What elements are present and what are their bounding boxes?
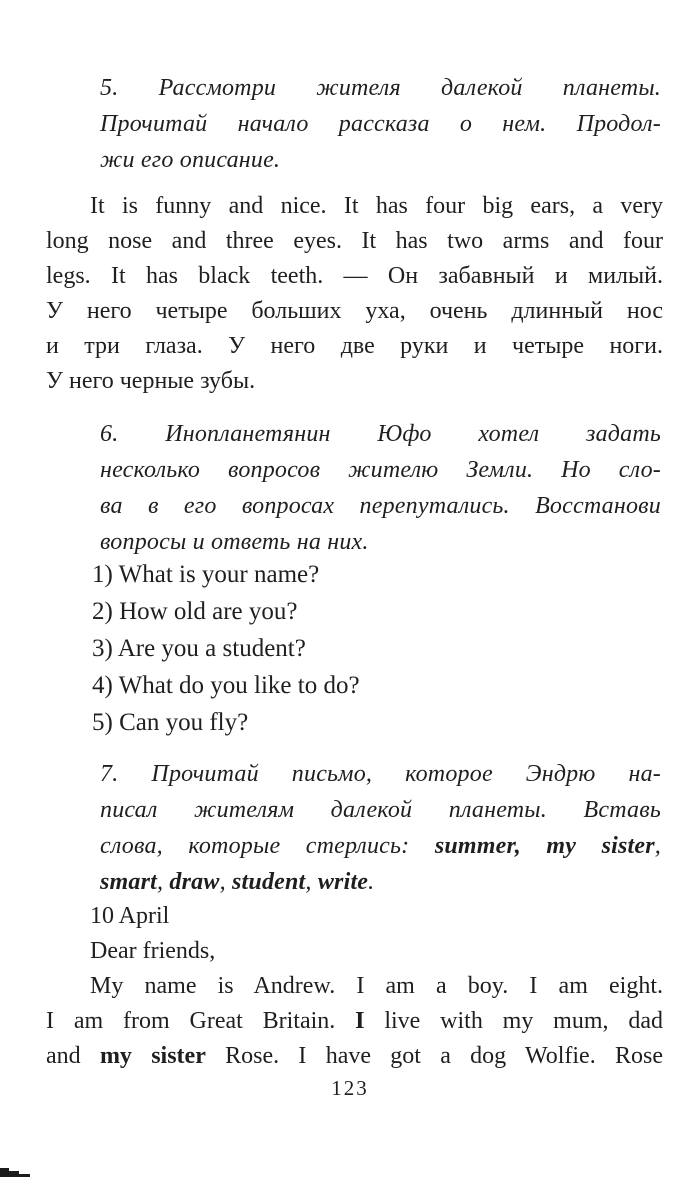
bold-word: I [355, 1008, 365, 1034]
text-segment: . [368, 869, 375, 895]
paragraph-line: У него четыре больших уха, очень длинный нос [46, 298, 663, 324]
text-segment: and [46, 1043, 100, 1069]
exercise-7-heading-line: 7. Прочитай письмо, которое Эндрю на- [100, 761, 661, 787]
bold-word: draw [169, 869, 220, 895]
paragraph-line: It is funny and nice. It has four big ears, a very [90, 193, 663, 219]
paragraph-line: У него черные зубы. [46, 368, 256, 394]
exercise-7-heading-line [100, 864, 661, 900]
page-number: 123 [331, 1076, 369, 1100]
text-segment: I am from Great Britain. [46, 1008, 356, 1034]
bold-word: summer, my sister [434, 833, 655, 859]
paragraph-line: long nose and three eyes. It has two arms and four [46, 228, 663, 254]
exercise-7-heading [100, 756, 661, 900]
question-item: 4) What do you like to do? [92, 672, 360, 699]
letter-salutation: Dear friends, [90, 938, 216, 964]
letter-line [46, 1039, 663, 1074]
exercise-6-heading-line: несколько вопросов жителю Земли. Но сло- [100, 457, 661, 483]
bold-word: student [231, 869, 306, 895]
letter-text [46, 899, 663, 1074]
bold-word: smart [100, 869, 158, 895]
questions-list [92, 556, 652, 741]
description-paragraph [46, 189, 663, 399]
exercise-6-heading-line: вопросы и ответь на них. [100, 529, 369, 555]
question-item: 1) What is your name? [92, 561, 320, 588]
question-item: 2) How old are you? [92, 598, 298, 625]
text-segment: , [305, 869, 318, 895]
exercise-5-heading-line: Прочитай начало рассказа о нем. Продол- [100, 111, 661, 137]
question-item: 5) Can you fly? [92, 709, 249, 736]
text-segment: , [219, 869, 232, 895]
text-segment: live with my mum, dad [364, 1008, 664, 1034]
exercise-5-heading-line: жи его описание. [100, 147, 281, 173]
exercise-6-heading [100, 416, 661, 560]
exercise-7-heading-line: писал жителям далекой планеты. Вставь [100, 797, 661, 823]
scan-artifact [0, 1168, 30, 1177]
paragraph-line: legs. It has black teeth. — Он забавный и милый. [46, 263, 663, 289]
exercise-7-heading-line [100, 828, 661, 864]
bold-word: write [317, 869, 369, 895]
text-segment: , [654, 833, 661, 859]
paragraph-line: и три глаза. У него две руки и четыре ноги. [46, 333, 663, 359]
exercise-6-heading-line: ва в его вопросах перепутались. Восстанови [100, 493, 661, 519]
exercise-5-heading [100, 70, 661, 178]
text-segment: , [157, 869, 170, 895]
text-segment: Rose. I have got a dog Wolfie. Rose [205, 1043, 663, 1069]
exercise-5-heading-line: 5. Рассмотри жителя далекой планеты. [100, 75, 661, 101]
text-segment: слова, которые стерлись: [100, 833, 435, 859]
letter-date: 10 April [90, 903, 170, 929]
letter-line [46, 1004, 663, 1039]
question-item: 3) Are you a student? [92, 635, 306, 662]
exercise-6-heading-line: 6. Инопланетянин Юфо хотел задать [100, 421, 661, 447]
letter-line: My name is Andrew. I am a boy. I am eight. [90, 973, 663, 999]
bold-word: my sister [99, 1043, 206, 1069]
